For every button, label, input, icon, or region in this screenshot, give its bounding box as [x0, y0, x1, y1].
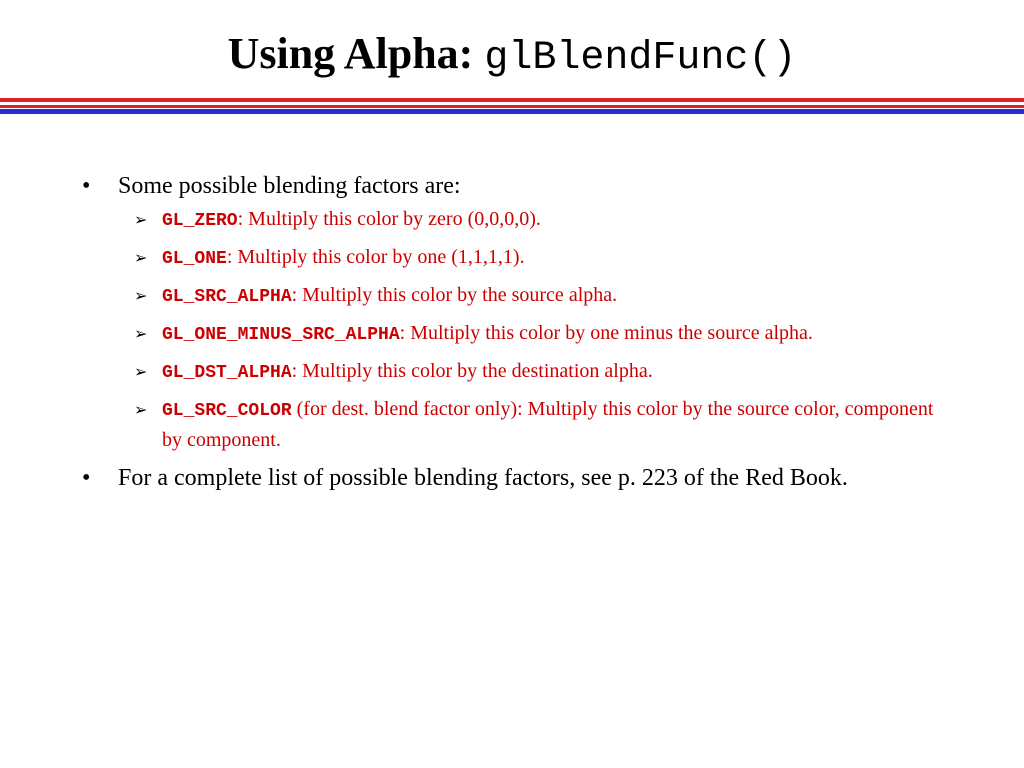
factor-name: GL_SRC_ALPHA [162, 287, 292, 307]
arrow-bullet-icon: ➢ [134, 248, 148, 267]
factor-desc: : Multiply this color by one (1,1,1,1). [226, 246, 525, 268]
bullet-text: Some possible blending factors are: [118, 173, 461, 199]
title-text: Using Alpha: [227, 29, 474, 78]
factor-desc: : Multiply this color by the destination alpha. [291, 360, 653, 382]
title-code: glBlendFunc() [484, 36, 797, 81]
factor-name: GL_SRC_COLOR [162, 401, 292, 421]
bullet-item-red-book [78, 462, 958, 495]
arrow-bullet-icon: ➢ [134, 362, 148, 381]
arrow-bullet-icon: ➢ [134, 324, 148, 343]
slide-title [0, 26, 1024, 87]
arrow-bullet-icon: ➢ [134, 210, 148, 229]
factor-name: GL_ONE [162, 249, 227, 269]
sub-item-gl-one [134, 243, 958, 274]
bullet-item-factors-intro [78, 170, 958, 203]
factor-name: GL_DST_ALPHA [162, 363, 292, 383]
bullet-text: For a complete list of possible blending factors, see p. 223 of the Red Book. [118, 465, 848, 491]
sub-item-gl-src-alpha [134, 281, 958, 312]
bullet-icon: • [82, 465, 91, 491]
sub-item-gl-src-color [134, 395, 958, 455]
title-rule-blue [0, 109, 1024, 114]
sub-item-gl-one-minus-src-alpha [134, 319, 958, 350]
factor-desc: (for dest. blend factor only): Multiply this color by the source color, component by component. [162, 398, 934, 451]
title-rule-red-bottom [0, 105, 1024, 108]
factor-desc: : Multiply this color by zero (0,0,0,0). [237, 208, 541, 230]
arrow-bullet-icon: ➢ [134, 286, 148, 305]
sub-item-gl-zero [134, 205, 958, 236]
factor-name: GL_ZERO [162, 211, 238, 231]
arrow-bullet-icon: ➢ [134, 400, 148, 419]
bullet-icon: • [82, 173, 91, 199]
slide-body [78, 170, 958, 495]
factor-desc: : Multiply this color by the source alpha. [291, 284, 618, 306]
sub-item-gl-dst-alpha [134, 357, 958, 388]
title-rule-red-top [0, 98, 1024, 102]
factor-desc: : Multiply this color by one minus the source alpha. [399, 322, 813, 344]
factor-name: GL_ONE_MINUS_SRC_ALPHA [162, 325, 400, 345]
